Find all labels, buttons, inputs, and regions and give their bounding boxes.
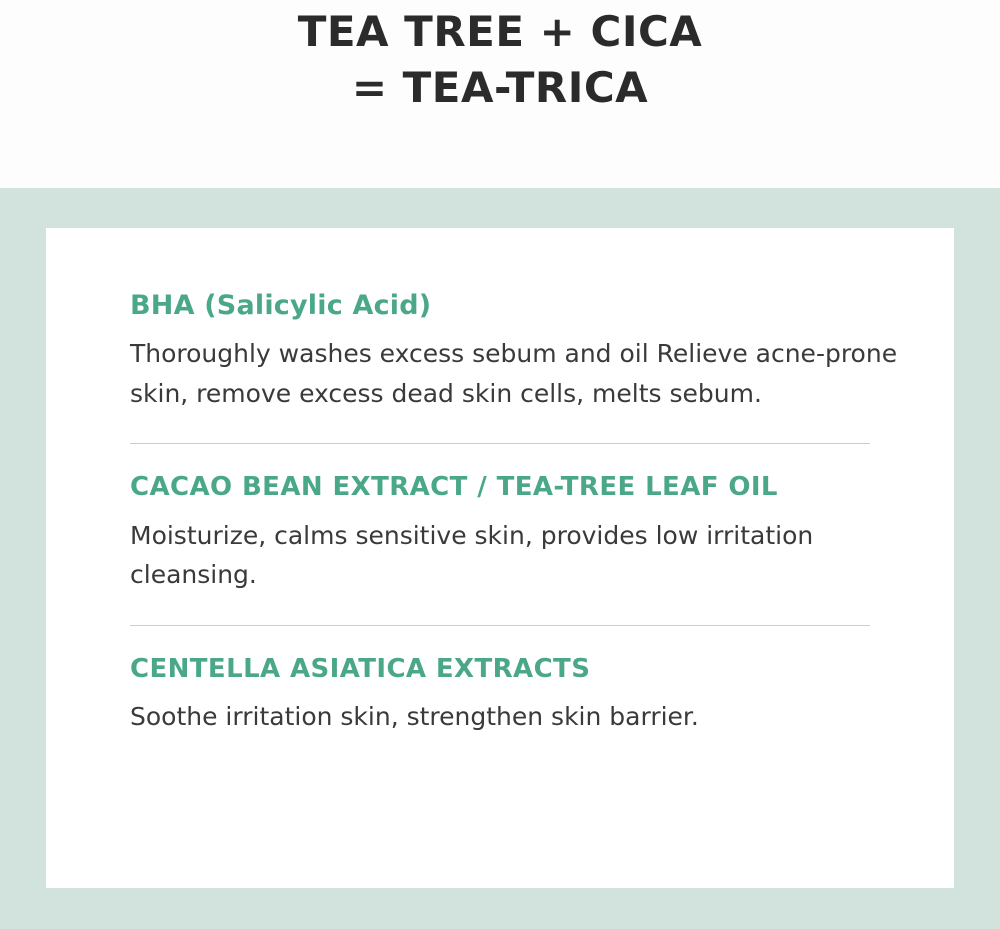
ingredient-title: BHA (Salicylic Acid)	[130, 290, 432, 321]
ingredient-description: Thoroughly washes excess sebum and oil Relieve acne-prone skin, remove excess dead skin cells, melts sebum.	[130, 339, 898, 408]
ingredient-section-cacao-teatree	[130, 472, 914, 594]
ingredient-title: CENTELLA ASIATICA EXTRACTS	[130, 653, 591, 684]
ingredient-card	[46, 228, 954, 888]
headline-line-2: = TEA-TRICA	[351, 63, 649, 113]
header-banner	[0, 0, 1000, 188]
section-divider	[130, 625, 870, 626]
ingredient-description: Moisturize, calms sensitive skin, provides low irritation cleansing.	[130, 520, 814, 590]
ingredient-section-bha	[130, 290, 914, 413]
ingredient-description: Soothe irritation skin, strengthen skin barrier.	[130, 701, 699, 731]
ingredient-section-centella	[130, 654, 914, 737]
section-divider	[130, 443, 870, 444]
headline-line-1: TEA TREE + CICA	[297, 7, 703, 56]
ingredient-card-content	[46, 228, 954, 736]
ingredient-title: CACAO BEAN EXTRACT / TEA-TREE LEAF OIL	[130, 472, 778, 503]
